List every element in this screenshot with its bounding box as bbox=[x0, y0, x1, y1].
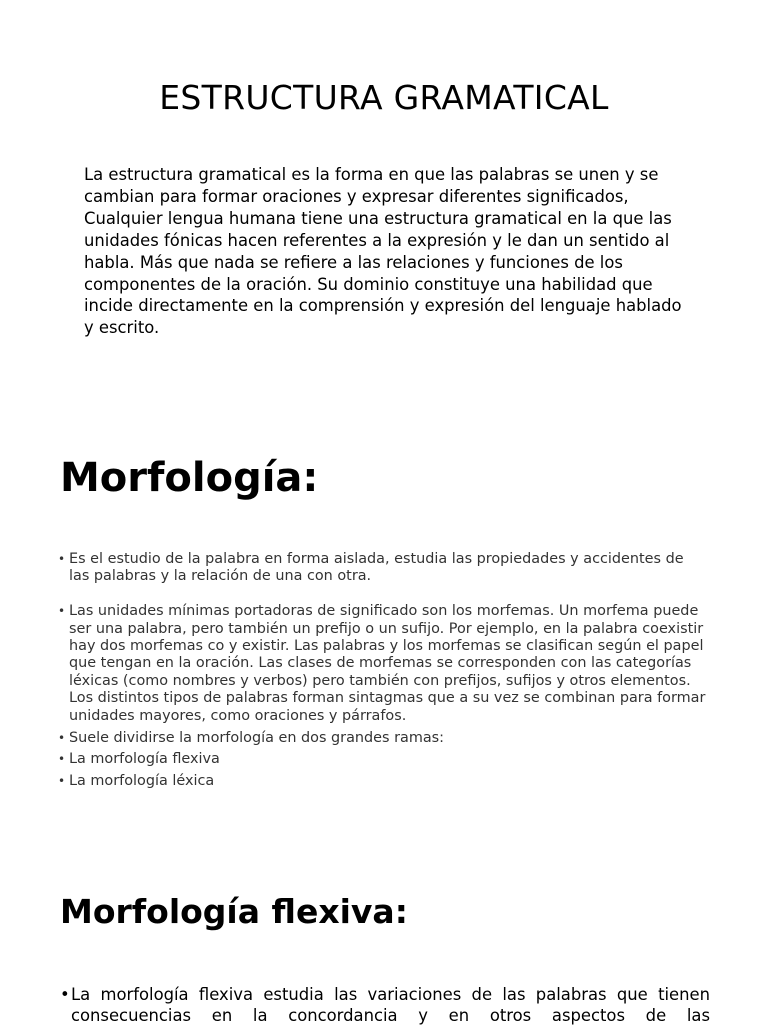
list-item bbox=[58, 751, 708, 768]
flexiva-heading: Morfología flexiva: bbox=[60, 892, 408, 931]
page-title: ESTRUCTURA GRAMATICAL bbox=[159, 78, 609, 117]
bullet-icon: • bbox=[58, 774, 66, 789]
flexiva-list bbox=[60, 984, 710, 1026]
list-item-text: La morfología léxica bbox=[69, 773, 215, 790]
bullet-icon: • bbox=[58, 752, 66, 767]
bullet-icon: • bbox=[58, 552, 66, 566]
list-item-text: Las unidades mínimas portadoras de significado son los morfemas. Un morfema puede ser una palabra, pero también un prefijo o un sufijo. Por ejemplo, en la palabra coexistir hay dos morfemas co y existir. Las palabras y los morfemas se clasifican según el papel que tengan en la oración. Las clases de morfemas se corresponden con las categorías léxicas (como nombres y verbos) pero también con prefijos, sufijos y otros elementos. Los distintos tipos de palabras forman sintagmas que a su vez se combinan para formar unidades mayores, como oraciones y párrafos. bbox=[69, 603, 706, 724]
list-item-text: Es el estudio de la palabra en forma aislada, estudia las propiedades y accidentes de las palabras y la relación de una con otra. bbox=[69, 551, 684, 585]
bullet-icon: • bbox=[58, 730, 66, 745]
intro-paragraph: La estructura gramatical es la forma en que las palabras se unen y se cambian para formar oraciones y expresar diferentes significados, Cualquier lengua humana tiene una estructura gramatical en la que las unidades fónicas hacen referentes a la expresión y le dan un sentido al habla. Más que nada se refiere a las relaciones y funciones de los componentes de la oración. Su dominio constituye una habilidad que incide directamente en la comprensión y expresión del lenguaje hablado y escrito. bbox=[84, 165, 682, 338]
list-item bbox=[58, 730, 708, 747]
morfologia-heading: Morfología: bbox=[60, 455, 319, 501]
list-item bbox=[60, 984, 710, 1026]
list-item bbox=[58, 603, 708, 725]
list-item-text: Suele dividirse la morfología en dos grandes ramas: bbox=[69, 729, 445, 746]
bullet-icon: • bbox=[58, 604, 66, 619]
list-item bbox=[58, 551, 708, 586]
bullet-icon: • bbox=[60, 985, 70, 1004]
list-item-text: La morfología flexiva bbox=[69, 751, 220, 768]
morfologia-list bbox=[58, 551, 708, 795]
list-item-text: La morfología flexiva estudia las variaciones de las palabras que tienen consecuencias en la concordancia y en otros aspectos de las bbox=[71, 985, 710, 1025]
list-item bbox=[58, 773, 708, 790]
